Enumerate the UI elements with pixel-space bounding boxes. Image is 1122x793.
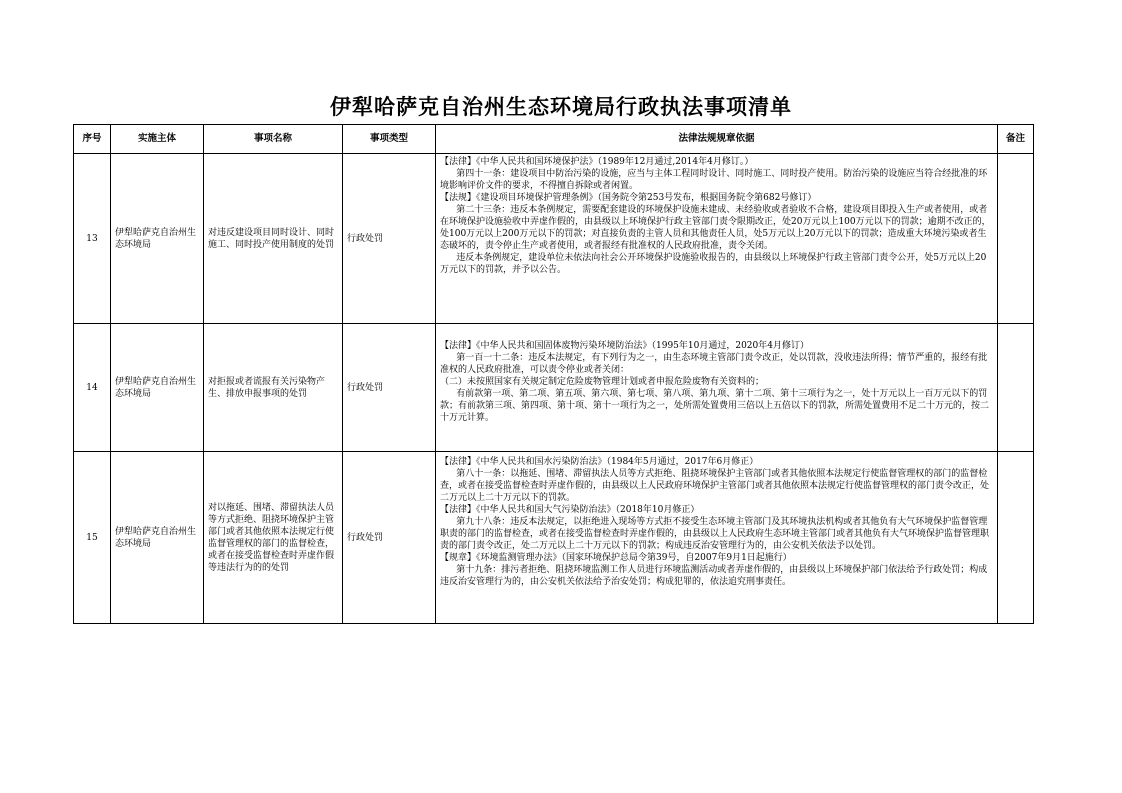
legal-basis — [436, 452, 998, 624]
header-entity: 实施主体 — [111, 125, 204, 154]
item-name: 对以拖延、围堵、滞留执法人员等方式拒绝、阻挠环境保护主管部门或者其他依照本法规定行使监督管理权的部门的监督检查，或者在接受监督检查时弄虚作假等违法行为的的处罚 — [204, 452, 343, 624]
basis-line: 【法律】《中华人民共和国水污染防治法》（1984年5月通过，2017年6月修正） — [440, 457, 759, 467]
basis-line: 违反本条例规定，建设单位未依法向社会公开环境保护设施验收报告的，由县级以上环境保护行政主管部门责令公开，处5万元以上20万元以下的罚款，并予以公告。 — [440, 253, 987, 275]
item-type: 行政处罚 — [343, 324, 436, 452]
header-item: 事项名称 — [204, 125, 343, 154]
header-basis: 法律法规规章依据 — [436, 125, 998, 154]
basis-line: 【法律】《中华人民共和国环境保护法》（1989年12月通过,2014年4月修订。） — [440, 157, 754, 167]
header-note: 备注 — [998, 125, 1034, 154]
basis-line: 【法规】《建设项目环境保护管理条例》（国务院令第253号发布，根据国务院令第682号修订） — [440, 193, 817, 203]
implementing-entity: 伊犁哈萨克自治州生态环境局 — [111, 452, 204, 624]
basis-line: 第九十八条：违反本法规定，以拒绝进入现场等方式拒不接受生态环境主管部门及其环境执法机构或者其他负有大气环境保护监督管理职责的部门的监督检查，或者在接受监督检查时弄虚作假的，由县级以上人民政府生态环境主管部门或者其他负有大气环境保护监督管理职责的部门责令改正，处二万元以上二十万元以下的罚款；构成违反治安管理行为的，由公安机关依法予以处罚。 — [440, 517, 990, 551]
item-name: 对违反建设项目同时设计、同时施工、同时投产使用制度的处罚 — [204, 154, 343, 324]
item-name: 对拒报或者谎报有关污染物产生、排放申报事项的处罚 — [204, 324, 343, 452]
table-row — [74, 324, 1034, 452]
basis-line: 第四十一条：建设项目中防治污染的设施，应当与主体工程同时设计、同时施工、同时投产使用。防治污染的设施应当符合经批准的环境影响评价文件的要求，不得擅自拆除或者闲置。 — [440, 169, 988, 191]
header-type: 事项类型 — [343, 125, 436, 154]
legal-basis — [436, 324, 998, 452]
header-num: 序号 — [74, 125, 111, 154]
basis-line: 【规章】《环境监测管理办法》（国家环境保护总局令第39号，自2007年9月1日起施行） — [440, 553, 792, 563]
implementing-entity: 伊犁哈萨克自治州生态环境局 — [111, 324, 204, 452]
note-cell — [998, 324, 1034, 452]
row-number: 13 — [74, 154, 111, 324]
enforcement-items-table — [73, 124, 1034, 624]
item-type: 行政处罚 — [343, 154, 436, 324]
implementing-entity: 伊犁哈萨克自治州生态环境局 — [111, 154, 204, 324]
basis-line: 【法律】《中华人民共和国固体废物污染环境防治法》（1995年10月通过，2020年4月修订） — [440, 341, 809, 351]
table-row — [74, 154, 1034, 324]
basis-line: （二）未按照国家有关规定制定危险废物管理计划或者申报危险废物有关资料的； — [440, 377, 765, 387]
note-cell — [998, 452, 1034, 624]
basis-line: 【法律】《中华人民共和国大气污染防治法》（2018年10月修正） — [440, 505, 700, 515]
note-cell — [998, 154, 1034, 324]
row-number: 14 — [74, 324, 111, 452]
basis-line: 有前款第一项、第二项、第五项、第六项、第七项、第八项、第九项、第十二项、第十三项行为之一，处十万元以上一百万元以下的罚款；有前款第三项、第四项、第十项、第十一项行为之一，处所需处置费用三倍以上五倍以下的罚款，所需处置费用不足二十万元的，按二十万元计算。 — [440, 389, 990, 423]
page-title: 伊犁哈萨克自治州生态环境局行政执法事项清单 — [330, 94, 792, 119]
row-number: 15 — [74, 452, 111, 624]
table-header-row — [74, 125, 1034, 154]
basis-line: 第八十一条：以拖延、围堵、滞留执法人员等方式拒绝、阻挠环境保护主管部门或者其他依照本法规定行使监督管理权的部门的监督检查，或者在接受监督检查时弄虚作假的，由县级以上人民政府环境保护主管部门或者其他依照本法规定行使监督管理权的部门责令改正，处二万元以上二十万元以下的罚款。 — [440, 469, 990, 503]
basis-line: 第一百一十二条：违反本法规定，有下列行为之一，由生态环境主管部门责令改正，处以罚款，没收违法所得；情节严重的，报经有批准权的人民政府批准，可以责令停业或者关闭： — [440, 353, 988, 375]
table-row — [74, 452, 1034, 624]
basis-line: 第十九条：排污者拒绝、阻挠环境监测工作人员进行环境监测活动或者弄虚作假的，由县级以上环境保护部门依法给予行政处罚；构成违反治安管理行为的，由公安机关依法给予治安处罚；构成犯罪的，依法追究刑事责任。 — [440, 565, 988, 587]
legal-basis — [436, 154, 998, 324]
item-type: 行政处罚 — [343, 452, 436, 624]
basis-line: 第二十三条：违反本条例规定，需要配套建设的环境保护设施未建成、未经验收或者验收不合格，建设项目即投入生产或者使用，或者在环境保护设施验收中弄虚作假的，由县级以上环境保护行政主管部门责令限期改正，处20万元以上100万元以下的罚款；逾期不改正的，处100万元以上200万元以下的罚款；对直接负责的主管人员和其他责任人员，处5万元以上20万元以下的罚款；造成重大环境污染或者生态破坏的，责令停止生产或者使用，或者报经有批准权的人民政府批准，责令关闭。 — [440, 205, 991, 251]
